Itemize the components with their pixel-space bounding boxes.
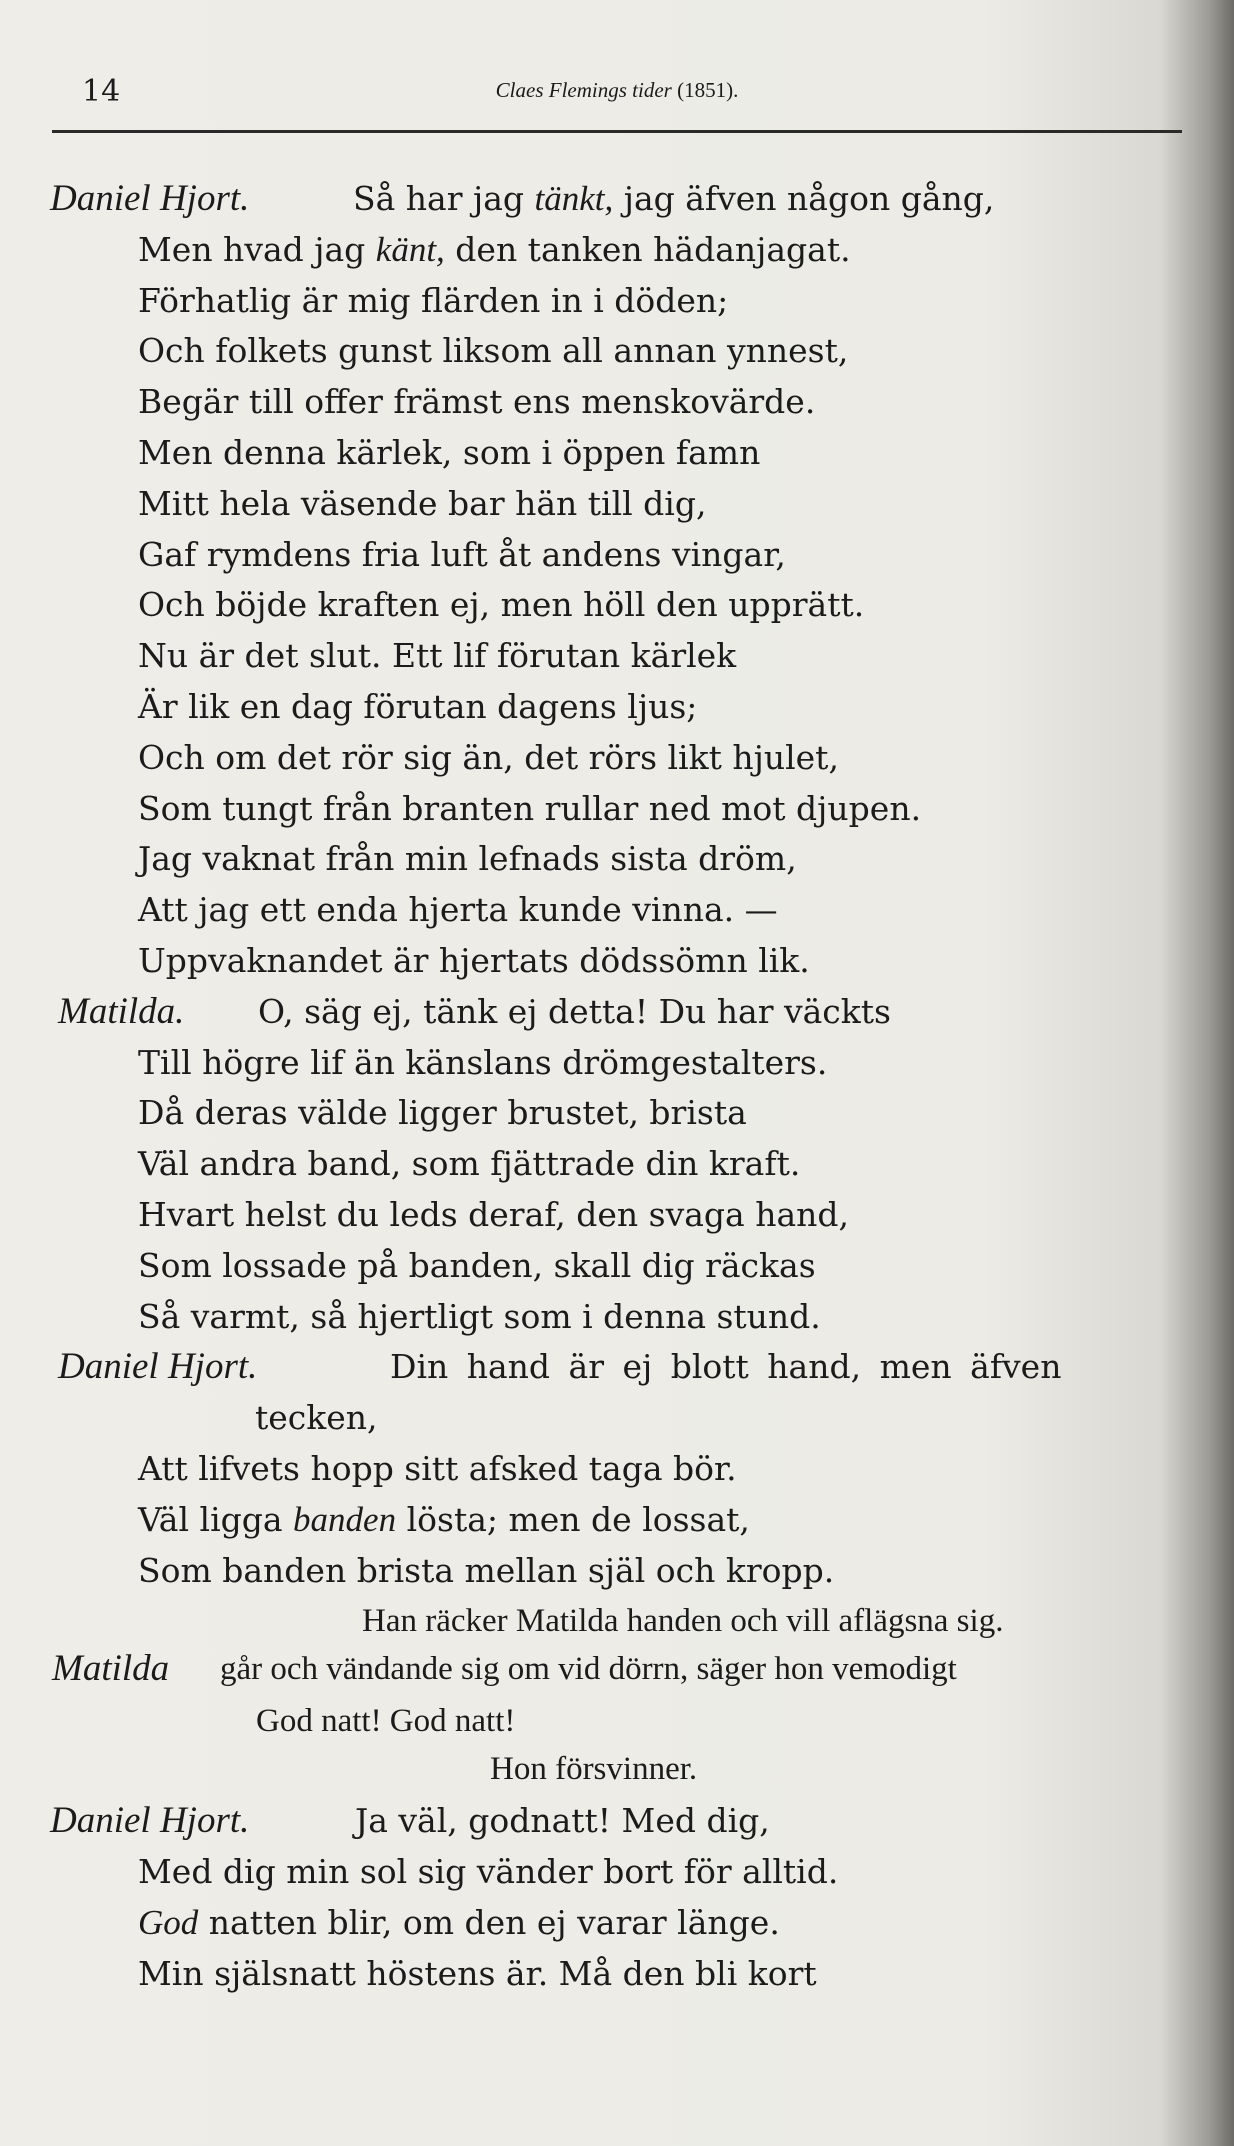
text-line xyxy=(0,1744,1234,1796)
text-line xyxy=(0,1898,1234,1949)
text-line xyxy=(0,1949,1234,2000)
text-line xyxy=(0,377,1234,428)
verse-line: Att jag ett enda hjerta kunde vinna. — xyxy=(138,890,778,930)
text-line xyxy=(0,276,1234,327)
text-line xyxy=(0,1088,1234,1139)
stage-direction: Hon försvinner. xyxy=(490,1751,698,1788)
text-line xyxy=(0,1292,1234,1343)
play-text xyxy=(0,174,1234,2000)
text-line xyxy=(0,1495,1234,1546)
text-line xyxy=(0,326,1234,377)
text-line xyxy=(0,733,1234,784)
page-number: 14 xyxy=(82,74,121,109)
text-line xyxy=(0,1596,1234,1644)
text-line xyxy=(0,1644,1234,1696)
running-title: Claes Flemings tider xyxy=(495,78,672,102)
verse-line: Mitt hela väsende bar hän till dig, xyxy=(138,483,707,523)
verse-line: Så har jag tänkt, jag äfven någon gång, xyxy=(353,179,995,218)
verse-line: Förhatlig är mig flärden in i döden; xyxy=(138,280,729,320)
text-line xyxy=(0,1139,1234,1190)
verse-line: tecken, xyxy=(255,1398,378,1438)
speaker-name: Daniel Hjort. xyxy=(50,1800,250,1842)
text-line xyxy=(0,784,1234,835)
stage-direction: Han räcker Matilda handen och vill aflägsna sig. xyxy=(362,1603,1004,1640)
text-line xyxy=(0,479,1234,530)
verse-line: Som tungt från branten rullar ned mot djupen. xyxy=(138,788,922,828)
verse-line: Jag vaknat från min lefnads sista dröm, xyxy=(138,839,797,879)
speaker-name: Matilda. xyxy=(58,990,185,1032)
text-line xyxy=(0,1796,1234,1847)
verse-line: O, säg ej, tänk ej detta! Du har väckts xyxy=(258,991,891,1031)
text-line xyxy=(0,1696,1234,1744)
verse-line: Till högre lif än känslans drömgestalters. xyxy=(138,1042,828,1082)
verse-line: Att lifvets hopp sitt afsked taga bör. xyxy=(138,1448,737,1488)
verse-line: Väl andra band, som fjättrade din kraft. xyxy=(138,1144,801,1184)
verse-line: Nu är det slut. Ett lif förutan kärlek xyxy=(138,636,737,676)
text-line xyxy=(0,682,1234,733)
header-rule xyxy=(52,130,1182,133)
verse-line: Så varmt, så hjertligt som i denna stund. xyxy=(138,1296,821,1336)
verse-line: Då deras välde ligger brustet, brista xyxy=(138,1093,747,1133)
text-line xyxy=(0,1847,1234,1898)
speaker-name: Daniel Hjort. xyxy=(50,178,250,219)
verse-line: Som lossade på banden, skall dig räckas xyxy=(138,1245,816,1285)
verse-line: Ja väl, godnatt! Med dig, xyxy=(355,1801,770,1841)
running-year: (1851). xyxy=(677,78,739,102)
text-line xyxy=(0,174,1234,225)
text-line xyxy=(0,987,1234,1038)
text-line xyxy=(0,1241,1234,1292)
text-line xyxy=(0,530,1234,581)
verse-line: Min själsnatt höstens är. Må den bli kort xyxy=(138,1953,817,1993)
text-line xyxy=(0,1546,1234,1597)
verse-line: Med dig min sol sig vänder bort för alltid. xyxy=(138,1852,839,1892)
text-line xyxy=(0,1190,1234,1241)
speaker-name: Daniel Hjort. xyxy=(58,1346,258,1388)
text-line xyxy=(0,1444,1234,1495)
speaker-name: Matilda xyxy=(52,1648,170,1690)
stage-direction: går och vändande sig om vid dörrn, säger hon vemodigt xyxy=(220,1651,957,1688)
text-line xyxy=(0,1342,1234,1393)
verse-line: Begär till offer främst ens menskovärde. xyxy=(138,382,816,422)
verse-line: Din hand är ej blott hand, men äfven xyxy=(390,1347,1062,1387)
page-header xyxy=(52,70,1182,110)
verse-line: Och folkets gunst liksom all annan ynnest, xyxy=(138,331,849,371)
verse-line: Hvart helst du leds deraf, den svaga hand, xyxy=(138,1194,849,1234)
running-head xyxy=(52,78,1182,103)
verse-line: Som banden brista mellan själ och kropp. xyxy=(138,1550,835,1590)
text-line xyxy=(0,834,1234,885)
text-line xyxy=(0,580,1234,631)
text-line xyxy=(0,428,1234,479)
text-line xyxy=(0,631,1234,682)
verse-line: God natt! God natt! xyxy=(256,1703,516,1740)
text-line xyxy=(0,1393,1234,1444)
verse-line: Men hvad jag känt, den tanken hädanjagat. xyxy=(138,229,851,269)
verse-line: Och om det rör sig än, det rörs likt hjulet, xyxy=(138,737,839,777)
text-line xyxy=(0,936,1234,987)
verse-line: Väl ligga banden lösta; men de lossat, xyxy=(138,1499,750,1539)
text-line xyxy=(0,1038,1234,1089)
verse-line: Och böjde kraften ej, men höll den upprätt. xyxy=(138,585,865,625)
verse-line: Men denna kärlek, som i öppen famn xyxy=(138,432,761,472)
text-line xyxy=(0,225,1234,276)
verse-line: Uppvaknandet är hjertats dödssömn lik. xyxy=(138,940,810,980)
text-line xyxy=(0,885,1234,936)
verse-line: God natten blir, om den ej varar länge. xyxy=(138,1902,780,1942)
verse-line: Gaf rymdens fria luft åt andens vingar, xyxy=(138,534,786,574)
verse-line: Är lik en dag förutan dagens ljus; xyxy=(138,686,698,726)
